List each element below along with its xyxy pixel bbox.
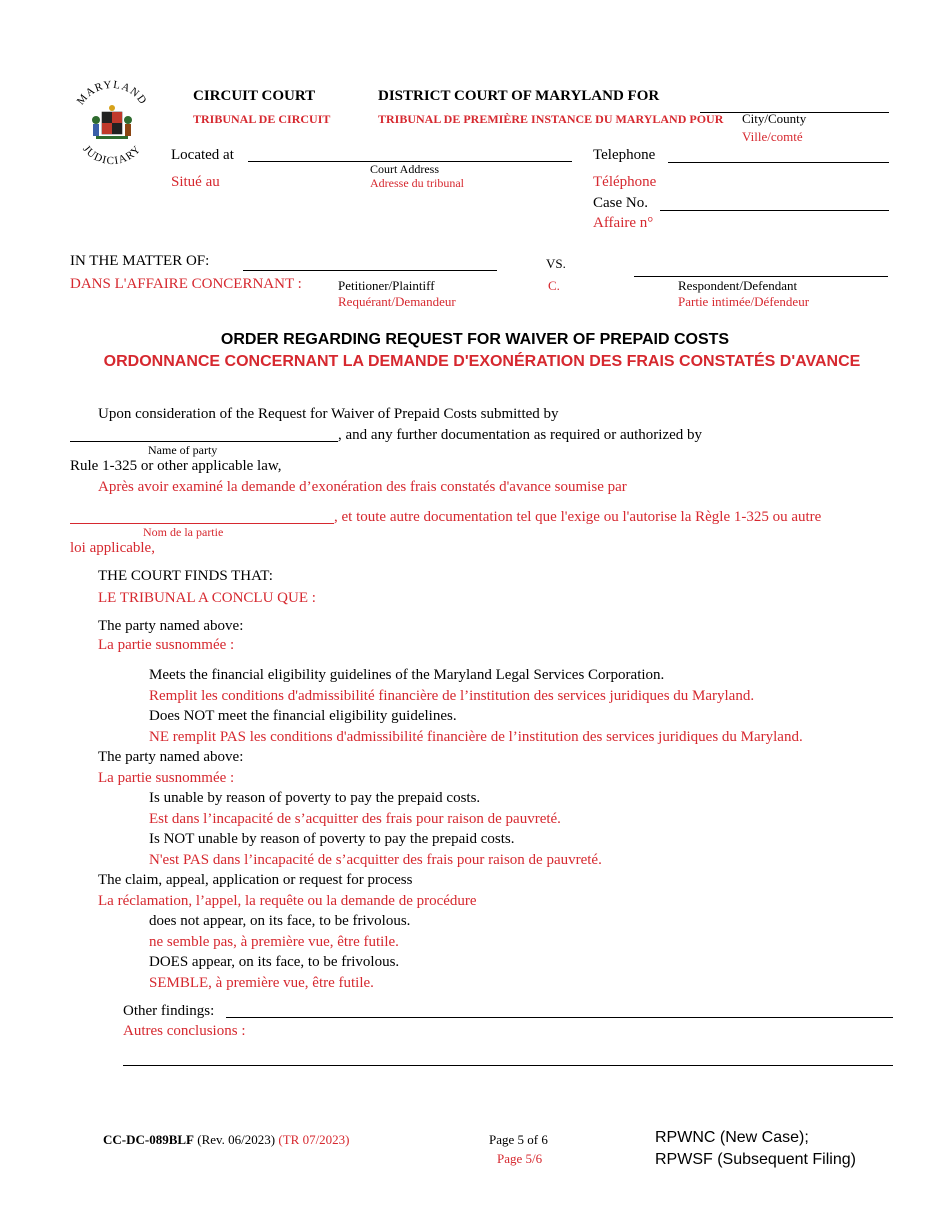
- court-address-caption-fr: Adresse du tribunal: [370, 176, 464, 190]
- form-title: ORDER REGARDING REQUEST FOR WAIVER OF PREPAID COSTS: [220, 331, 730, 348]
- case-no-field[interactable]: [660, 210, 889, 211]
- name-of-party-field[interactable]: [70, 441, 338, 442]
- petitioner-field[interactable]: [243, 270, 497, 271]
- vs-label: VS.: [546, 256, 566, 271]
- not-frivolous-option[interactable]: does not appear, on its face, to be frivolous.: [149, 913, 411, 929]
- claim-label: The claim, appeal, application or request for process: [98, 872, 413, 888]
- not-unable-poverty-option[interactable]: Is NOT unable by reason of poverty to pay the prepaid costs.: [149, 831, 515, 847]
- other-findings-field[interactable]: [226, 1017, 893, 1018]
- frivolous-option-fr: SEMBLE, à première vue, être futile.: [149, 975, 374, 991]
- form-translation-revision: (TR 07/2023): [278, 1132, 350, 1147]
- name-of-party-caption-fr: Nom de la partie: [143, 525, 224, 539]
- other-findings-field-line-2[interactable]: [123, 1065, 893, 1066]
- form-id-line: [103, 1132, 350, 1148]
- city-county-caption-fr: Ville/comté: [742, 129, 803, 144]
- district-court-label: DISTRICT COURT OF MARYLAND FOR: [378, 88, 660, 104]
- intro-text-fr-2: , et toute autre documentation tel que l'exige ou l'autorise la Règle 1-325 ou autre: [334, 509, 822, 525]
- unable-poverty-option[interactable]: Is unable by reason of poverty to pay the prepaid costs.: [149, 790, 481, 806]
- district-court-label-fr: TRIBUNAL DE PREMIÈRE INSTANCE DU MARYLAND POUR: [378, 112, 724, 126]
- circuit-court-label-fr: TRIBUNAL DE CIRCUIT: [193, 112, 331, 126]
- svg-text:JUDICIARY: [80, 143, 143, 167]
- intro-text-3: Rule 1-325 or other applicable law,: [70, 458, 282, 474]
- other-findings-label: Other findings:: [123, 1003, 215, 1019]
- svg-text:MARYLAND: [75, 79, 150, 108]
- not-unable-poverty-option-fr: N'est PAS dans l’incapacité de s’acquitter des frais pour raison de pauvreté.: [149, 852, 602, 868]
- intro-text-fr-3: loi applicable,: [70, 540, 155, 556]
- maryland-judiciary-seal: [72, 76, 152, 168]
- frivolous-option[interactable]: DOES appear, on its face, to be frivolous.: [149, 954, 400, 970]
- case-no-label-fr: Affaire n°: [593, 215, 654, 231]
- located-at-label-fr: Situé au: [171, 174, 220, 190]
- page-number-fr: Page 5/6: [497, 1151, 543, 1166]
- seal-bottom-text: JUDICIARY: [80, 142, 144, 168]
- telephone-field[interactable]: [668, 162, 889, 163]
- court-address-caption: Court Address: [370, 162, 439, 176]
- page-number: Page 5 of 6: [489, 1132, 548, 1147]
- form-title-fr: ORDONNANCE CONCERNANT LA DEMANDE D'EXONÉRATION DES FRAIS CONSTATÉS D'AVANCE: [103, 353, 861, 370]
- meets-guidelines-option-fr: Remplit les conditions d'admissibilité financière de l’institution des services juridiques du Maryland.: [149, 688, 755, 704]
- intro-text-1: Upon consideration of the Request for Waiver of Prepaid Costs submitted by: [98, 406, 559, 422]
- petitioner-caption-fr: Requérant/Demandeur: [338, 294, 456, 309]
- located-at-label: Located at: [171, 147, 234, 163]
- in-the-matter-label: IN THE MATTER OF:: [70, 253, 210, 269]
- meets-guidelines-option[interactable]: Meets the financial eligibility guidelines of the Maryland Legal Services Corporation.: [149, 667, 665, 683]
- other-findings-label-fr: Autres conclusions :: [123, 1023, 246, 1039]
- not-meet-guidelines-option-fr: NE remplit PAS les conditions d'admissibilité financière de l’institution des services juridiques du Maryland.: [149, 729, 803, 745]
- circuit-court-label: CIRCUIT COURT: [193, 88, 316, 104]
- respondent-caption: Respondent/Defendant: [678, 278, 798, 293]
- unable-poverty-option-fr: Est dans l’incapacité de s’acquitter des frais pour raison de pauvreté.: [149, 811, 561, 827]
- party-named-label-2: The party named above:: [98, 749, 244, 765]
- name-of-party-field-fr[interactable]: [70, 523, 334, 524]
- filing-code-subsequent: RPWSF (Subsequent Filing): [655, 1151, 856, 1168]
- party-named-label-1-fr: La partie susnommée :: [98, 637, 235, 653]
- filing-code-new-case: RPWNC (New Case);: [655, 1129, 809, 1146]
- vs-label-fr: C.: [548, 278, 560, 293]
- court-finds-heading: THE COURT FINDS THAT:: [98, 568, 273, 584]
- telephone-label: Telephone: [593, 147, 656, 163]
- respondent-field[interactable]: [634, 276, 888, 277]
- not-frivolous-option-fr: ne semble pas, à première vue, être futile.: [149, 934, 399, 950]
- seal-top-text: MARYLAND: [74, 78, 150, 108]
- party-named-label-1: The party named above:: [98, 618, 244, 634]
- intro-text-2: , and any further documentation as required or authorized by: [338, 427, 703, 443]
- form-id: CC-DC-089BLF: [103, 1132, 194, 1147]
- party-named-label-2-fr: La partie susnommée :: [98, 770, 235, 786]
- case-no-label: Case No.: [593, 195, 648, 211]
- court-finds-heading-fr: LE TRIBUNAL A CONCLU QUE :: [98, 590, 316, 606]
- intro-text-fr-1: Après avoir examiné la demande d’exonération des frais constatés d'avance soumise par: [98, 479, 627, 495]
- respondent-caption-fr: Partie intimée/Défendeur: [678, 294, 810, 309]
- petitioner-caption: Petitioner/Plaintiff: [338, 278, 435, 293]
- form-revision: (Rev. 06/2023): [197, 1132, 276, 1147]
- not-meet-guidelines-option[interactable]: Does NOT meet the financial eligibility guidelines.: [149, 708, 457, 724]
- in-the-matter-label-fr: DANS L'AFFAIRE CONCERNANT :: [70, 276, 302, 292]
- city-county-caption: City/County: [742, 111, 807, 126]
- name-of-party-caption: Name of party: [148, 443, 218, 457]
- telephone-label-fr: Téléphone: [593, 174, 657, 190]
- claim-label-fr: La réclamation, l’appel, la requête ou la demande de procédure: [98, 893, 477, 909]
